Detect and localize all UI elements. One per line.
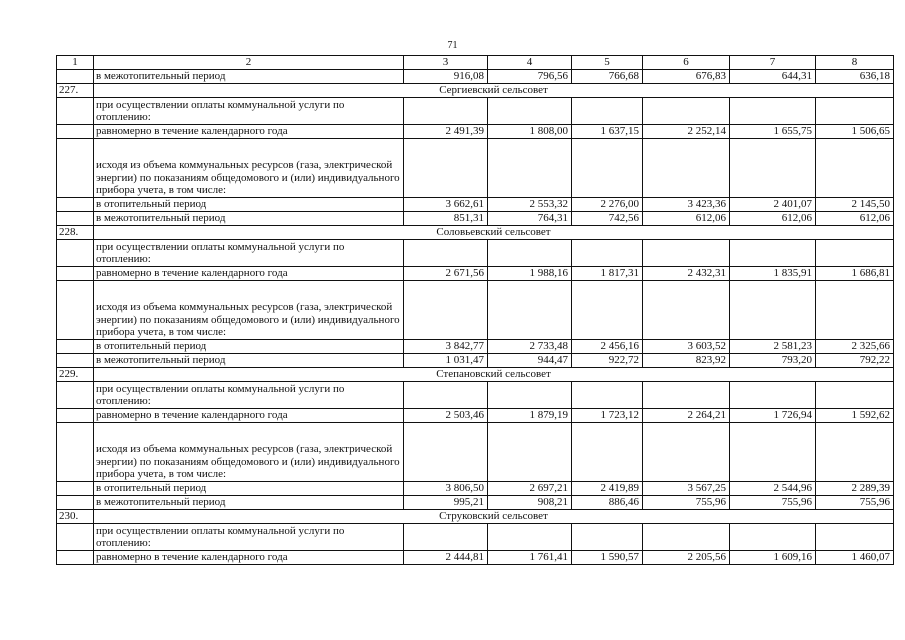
empty-cell — [730, 381, 816, 408]
header-row — [57, 56, 894, 70]
table-row — [57, 124, 894, 138]
empty-cell — [572, 422, 643, 481]
index-cell — [57, 239, 94, 266]
empty-cell — [572, 239, 643, 266]
empty-cell — [816, 523, 894, 550]
header-cell: 7 — [730, 56, 816, 70]
value-cell: 2 419,89 — [572, 481, 643, 495]
empty-cell — [816, 138, 894, 197]
value-cell: 2 444,81 — [404, 550, 488, 564]
value-cell: 1 592,62 — [816, 408, 894, 422]
value-cell: 792,22 — [816, 353, 894, 367]
value-cell: 742,56 — [572, 211, 643, 225]
value-cell: 755,96 — [730, 495, 816, 509]
index-cell — [57, 495, 94, 509]
value-cell: 755,96 — [816, 495, 894, 509]
empty-cell — [816, 239, 894, 266]
index-cell — [57, 523, 94, 550]
value-cell: 1 590,57 — [572, 550, 643, 564]
table-row — [57, 353, 894, 367]
row-label: в межотопительный период — [94, 69, 404, 83]
empty-cell — [404, 422, 488, 481]
value-cell: 823,92 — [643, 353, 730, 367]
value-cell: 2 503,46 — [404, 408, 488, 422]
value-cell: 1 637,15 — [572, 124, 643, 138]
row-label: при осуществлении оплаты коммунальной услуги по отоплению: — [94, 97, 404, 124]
value-cell: 2 325,66 — [816, 339, 894, 353]
section-header-row — [57, 509, 894, 523]
value-cell: 2 456,16 — [572, 339, 643, 353]
value-cell: 2 276,00 — [572, 197, 643, 211]
header-cell: 5 — [572, 56, 643, 70]
empty-cell — [404, 239, 488, 266]
row-label: в межотопительный период — [94, 495, 404, 509]
empty-cell — [816, 381, 894, 408]
empty-cell — [404, 97, 488, 124]
empty-cell — [404, 280, 488, 339]
empty-cell — [730, 523, 816, 550]
page-number: 71 — [447, 40, 458, 51]
value-cell: 793,20 — [730, 353, 816, 367]
index-cell — [57, 353, 94, 367]
empty-cell — [488, 239, 572, 266]
header-cell: 8 — [816, 56, 894, 70]
table-row — [57, 408, 894, 422]
empty-cell — [816, 97, 894, 124]
value-cell: 2 252,14 — [643, 124, 730, 138]
table-row — [57, 550, 894, 564]
table-row — [57, 523, 894, 550]
row-label: исходя из объема коммунальных ресурсов (газа, электрической энергии) по показаниям общедомового и (или) индивидуального прибора учета, в том числе: — [94, 280, 404, 339]
value-cell: 766,68 — [572, 69, 643, 83]
value-cell: 612,06 — [643, 211, 730, 225]
table-row — [57, 211, 894, 225]
value-cell: 944,47 — [488, 353, 572, 367]
value-cell: 1 879,19 — [488, 408, 572, 422]
value-cell: 916,08 — [404, 69, 488, 83]
section-number: 229. — [57, 367, 94, 381]
table-row — [57, 197, 894, 211]
empty-cell — [572, 97, 643, 124]
index-cell — [57, 408, 94, 422]
table-row — [57, 138, 894, 197]
value-cell: 1 655,75 — [730, 124, 816, 138]
empty-cell — [404, 138, 488, 197]
value-cell: 2 145,50 — [816, 197, 894, 211]
empty-cell — [488, 138, 572, 197]
row-label: в межотопительный период — [94, 353, 404, 367]
value-cell: 1 808,00 — [488, 124, 572, 138]
table-row — [57, 266, 894, 280]
table-row — [57, 422, 894, 481]
table-row — [57, 280, 894, 339]
value-cell: 2 432,31 — [643, 266, 730, 280]
index-cell — [57, 197, 94, 211]
row-label: в межотопительный период — [94, 211, 404, 225]
index-cell — [57, 381, 94, 408]
empty-cell — [643, 97, 730, 124]
value-cell: 3 603,52 — [643, 339, 730, 353]
index-cell — [57, 211, 94, 225]
section-number: 230. — [57, 509, 94, 523]
empty-cell — [488, 523, 572, 550]
value-cell: 644,31 — [730, 69, 816, 83]
value-cell: 2 671,56 — [404, 266, 488, 280]
index-cell — [57, 266, 94, 280]
empty-cell — [816, 422, 894, 481]
empty-cell — [643, 422, 730, 481]
section-header-row — [57, 367, 894, 381]
tariff-table — [56, 55, 894, 565]
index-cell — [57, 138, 94, 197]
value-cell: 755,96 — [643, 495, 730, 509]
empty-cell — [488, 422, 572, 481]
value-cell: 851,31 — [404, 211, 488, 225]
value-cell: 2 205,56 — [643, 550, 730, 564]
index-cell — [57, 280, 94, 339]
index-cell — [57, 124, 94, 138]
value-cell: 612,06 — [730, 211, 816, 225]
value-cell: 2 289,39 — [816, 481, 894, 495]
value-cell: 764,31 — [488, 211, 572, 225]
empty-cell — [572, 523, 643, 550]
table-row — [57, 381, 894, 408]
empty-cell — [572, 138, 643, 197]
value-cell: 2 264,21 — [643, 408, 730, 422]
empty-cell — [488, 97, 572, 124]
table-row — [57, 495, 894, 509]
empty-cell — [488, 381, 572, 408]
empty-cell — [730, 280, 816, 339]
empty-cell — [488, 280, 572, 339]
value-cell: 636,18 — [816, 69, 894, 83]
value-cell: 3 806,50 — [404, 481, 488, 495]
value-cell: 908,21 — [488, 495, 572, 509]
empty-cell — [404, 523, 488, 550]
empty-cell — [643, 138, 730, 197]
index-cell — [57, 422, 94, 481]
row-label: при осуществлении оплаты коммунальной услуги по отоплению: — [94, 239, 404, 266]
value-cell: 995,21 — [404, 495, 488, 509]
index-cell — [57, 339, 94, 353]
value-cell: 3 423,36 — [643, 197, 730, 211]
header-cell: 3 — [404, 56, 488, 70]
index-cell — [57, 69, 94, 83]
section-header-row — [57, 83, 894, 97]
value-cell: 922,72 — [572, 353, 643, 367]
empty-cell — [572, 381, 643, 408]
header-cell: 4 — [488, 56, 572, 70]
value-cell: 1 460,07 — [816, 550, 894, 564]
empty-cell — [730, 138, 816, 197]
value-cell: 2 697,21 — [488, 481, 572, 495]
table-row — [57, 97, 894, 124]
table-row — [57, 69, 894, 83]
header-cell: 6 — [643, 56, 730, 70]
value-cell: 796,56 — [488, 69, 572, 83]
value-cell: 2 544,96 — [730, 481, 816, 495]
value-cell: 2 733,48 — [488, 339, 572, 353]
table-row — [57, 239, 894, 266]
row-label: в отопительный период — [94, 481, 404, 495]
value-cell: 2 401,07 — [730, 197, 816, 211]
value-cell: 886,46 — [572, 495, 643, 509]
row-label: в отопительный период — [94, 197, 404, 211]
section-number: 227. — [57, 83, 94, 97]
empty-cell — [816, 280, 894, 339]
empty-cell — [572, 280, 643, 339]
section-header-row — [57, 225, 894, 239]
value-cell: 612,06 — [816, 211, 894, 225]
row-label: равномерно в течение календарного года — [94, 266, 404, 280]
index-cell — [57, 97, 94, 124]
empty-cell — [730, 239, 816, 266]
value-cell: 1 031,47 — [404, 353, 488, 367]
row-label: исходя из объема коммунальных ресурсов (газа, электрической энергии) по показаниям общедомового и (или) индивидуального прибора учета, в том числе: — [94, 138, 404, 197]
empty-cell — [404, 381, 488, 408]
value-cell: 1 761,41 — [488, 550, 572, 564]
row-label: при осуществлении оплаты коммунальной услуги по отоплению: — [94, 523, 404, 550]
section-name: Соловьевский сельсовет — [94, 225, 894, 239]
empty-cell — [643, 381, 730, 408]
table-row — [57, 481, 894, 495]
value-cell: 1 817,31 — [572, 266, 643, 280]
empty-cell — [730, 422, 816, 481]
value-cell: 3 567,25 — [643, 481, 730, 495]
value-cell: 2 581,23 — [730, 339, 816, 353]
row-label: исходя из объема коммунальных ресурсов (газа, электрической энергии) по показаниям общедомового и (или) индивидуального прибора учета, в том числе: — [94, 422, 404, 481]
value-cell: 1 726,94 — [730, 408, 816, 422]
value-cell: 1 609,16 — [730, 550, 816, 564]
table-body — [57, 56, 894, 565]
row-label: равномерно в течение календарного года — [94, 550, 404, 564]
section-number: 228. — [57, 225, 94, 239]
row-label: равномерно в течение календарного года — [94, 408, 404, 422]
empty-cell — [730, 97, 816, 124]
value-cell: 2 491,39 — [404, 124, 488, 138]
value-cell: 1 506,65 — [816, 124, 894, 138]
row-label: в отопительный период — [94, 339, 404, 353]
header-cell: 2 — [94, 56, 404, 70]
header-cell: 1 — [57, 56, 94, 70]
value-cell: 1 988,16 — [488, 266, 572, 280]
value-cell: 3 842,77 — [404, 339, 488, 353]
empty-cell — [643, 523, 730, 550]
row-label: равномерно в течение календарного года — [94, 124, 404, 138]
empty-cell — [643, 239, 730, 266]
value-cell: 2 553,32 — [488, 197, 572, 211]
section-name: Сергиевский сельсовет — [94, 83, 894, 97]
table-row — [57, 339, 894, 353]
value-cell: 1 835,91 — [730, 266, 816, 280]
value-cell: 1 686,81 — [816, 266, 894, 280]
section-name: Степановский сельсовет — [94, 367, 894, 381]
index-cell — [57, 550, 94, 564]
empty-cell — [643, 280, 730, 339]
value-cell: 676,83 — [643, 69, 730, 83]
row-label: при осуществлении оплаты коммунальной услуги по отоплению: — [94, 381, 404, 408]
index-cell — [57, 481, 94, 495]
value-cell: 1 723,12 — [572, 408, 643, 422]
section-name: Струковский сельсовет — [94, 509, 894, 523]
value-cell: 3 662,61 — [404, 197, 488, 211]
